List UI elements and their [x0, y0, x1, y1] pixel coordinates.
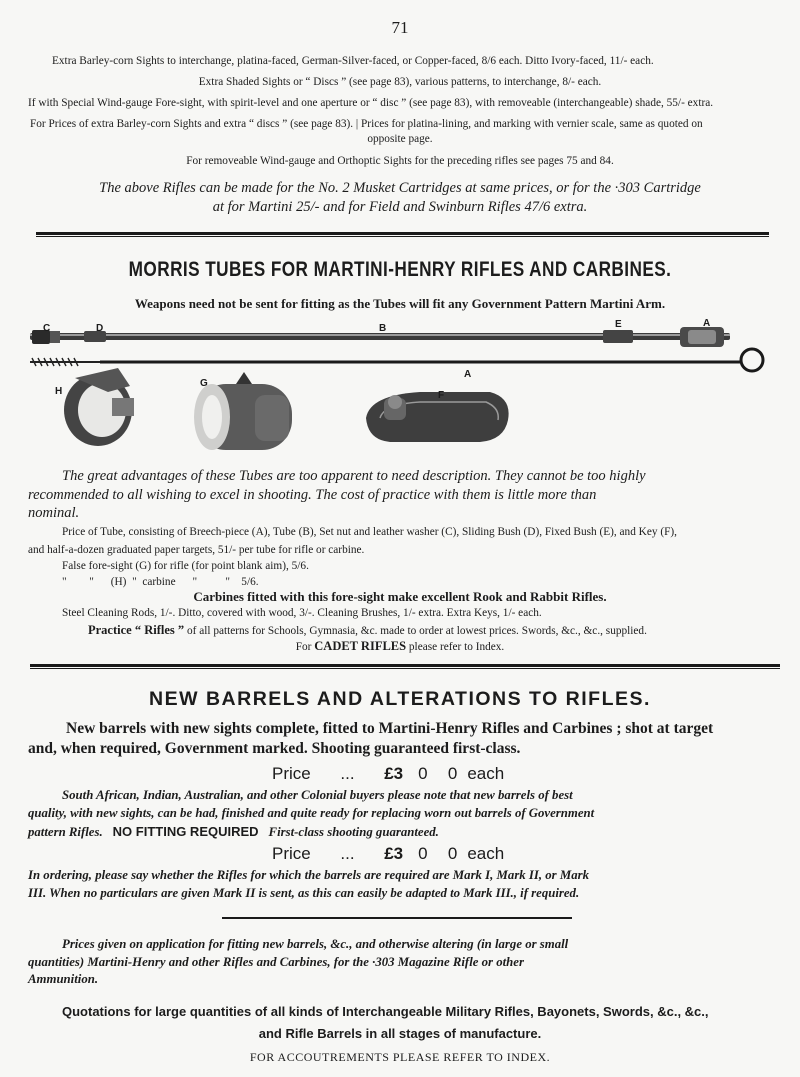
prices-application-line-3: Ammunition. [28, 972, 99, 986]
ordering-line-1: In ordering, please say whether the Rifles for which the barrels are required are Mark I, Mark II, or Mark [28, 868, 589, 882]
price-shillings-2: 0 [418, 844, 428, 863]
practice-rifles-rest: of all patterns for Schools, Gymnasia, &c. made to order at lowest prices. Swords, &c., &c., supplied. [184, 625, 647, 637]
practice-rifles-bold: Practice “ Rifles ” [88, 623, 185, 637]
no-fitting-required: NO FITTING REQUIRED [112, 824, 259, 839]
prices-application-line-2: quantities) Martini-Henry and other Rifles and Carbines, for the ·303 Magazine Rifle or other [28, 955, 524, 969]
advantages-line-1: The great advantages of these Tubes are too apparent to need description. They cannot be too highly [62, 468, 646, 484]
cartridge-note-line-2: at for Martini 25/- and for Field and Swinburn Rifles 47/6 extra. [212, 199, 588, 215]
figure-label-e: E [615, 319, 622, 330]
cleaning-rods-line: Steel Cleaning Rods, 1/-. Ditto, covered with wood, 3/-. Cleaning Brushes, 1/- extra. Extra Keys, 1/- each. [62, 607, 542, 619]
figure-label-d: D [96, 323, 104, 334]
price-pounds: £3 [384, 764, 404, 783]
figure-label-f: F [438, 390, 445, 401]
price-dots-2: ... [340, 844, 355, 863]
advantages-line-2: recommended to all wishing to excel in shooting. The cost of practice with them is little more than [28, 487, 597, 503]
wind-gauge-line: If with Special Wind-gauge Fore-sight, with spirit-level and one aperture or “ disc ” (see page 83), with removeable (interchangeable) shade, 55/- extra. [28, 97, 714, 109]
colonial-line-3 [28, 823, 439, 841]
cadet-rifles-bold: CADET RIFLES [314, 639, 407, 653]
barrel-price-2 [272, 844, 504, 864]
morris-tubes-heading: MORRIS TUBES FOR MARTINI-HENRY RIFLES AND CARBINES. [128, 258, 672, 281]
tube-price-line-2: and half-a-dozen graduated paper targets, 51/- per tube for rifle or carbine. [28, 544, 365, 556]
figure-label-g: G [200, 378, 208, 389]
carbines-note: Carbines fitted with this fore-sight make excellent Rook and Rabbit Rifles. [193, 589, 607, 604]
barley-corn-sights-line: Extra Barley-corn Sights to interchange, platina-faced, German-Silver-faced, or Copper-faced, 8/6 each. Ditto Ivory-faced, 11/- each. [52, 55, 654, 67]
ordering-line-2: III. When no particulars are given Mark II is sent, as this can easily be adapted to Mark III., if required. [28, 886, 580, 900]
price-label-2: Price [272, 844, 311, 863]
cadet-rifles-post: please refer to Index. [406, 641, 505, 653]
colonial-line-1: South African, Indian, Australian, and other Colonial buyers please note that new barrels of best [62, 788, 573, 802]
tube-price-line-1: Price of Tube, consisting of Breech-piece (A), Tube (B), Set nut and leather washer (C), Sliding Bush (D), Fixed Bush (E), and Key (F), [62, 526, 677, 538]
price-label: Price [272, 764, 311, 783]
first-class-shooting: First-class shooting guaranteed. [268, 825, 439, 839]
colonial-line-2: quality, with new sights, can be had, finished and quite ready for replacing worn out barrels of Government [28, 806, 595, 820]
cadet-rifles-line [0, 639, 800, 654]
colonial-pattern-rifles: pattern Rifles. [28, 825, 103, 839]
figure-label-c: C [43, 323, 51, 334]
cadet-rifles-pre: For [295, 641, 315, 653]
morris-subheading: Weapons need not be sent for fitting as the Tubes will fit any Government Pattern Martini Arm. [134, 296, 666, 311]
price-pence-2: 0 [447, 844, 458, 863]
accoutrements-footer: FOR ACCOUTREMENTS PLEASE REFER TO INDEX. [249, 1050, 551, 1064]
platina-lining-line: For Prices of extra Barley-corn Sights and extra “ discs ” (see page 83). | Prices for platina-lining, and marking with vernier scale, same as quoted on [30, 118, 703, 130]
false-foresight-rifle: False fore-sight (G) for rifle (for point blank aim), 5/6. [62, 560, 309, 572]
practice-rifles-line [88, 623, 647, 638]
figure-label-b: B [379, 323, 387, 334]
price-pence: 0 [447, 764, 458, 783]
advantages-line-3: nominal. [28, 505, 80, 521]
section-divider-2 [30, 664, 780, 667]
figure-label-a-lower: A [464, 369, 472, 380]
prices-application-line-1: Prices given on application for fitting new barrels, &c., and otherwise altering (in large or small [62, 937, 569, 951]
barrels-intro-line-1: New barrels with new sights complete, fitted to Martini-Henry Rifles and Carbines ; shot at target [66, 720, 714, 737]
false-foresight-carbine: " " (H) " carbine " " 5/6. [62, 576, 259, 588]
barrel-price-1 [272, 764, 504, 784]
figure-label-h: H [55, 386, 63, 397]
cartridge-note-line-1: The above Rifles can be made for the No. 2 Musket Cartridges at same prices, or for the ·303 Cartridge [99, 180, 701, 196]
short-divider [222, 917, 572, 919]
barrels-intro-line-2: and, when required, Government marked. Shooting guaranteed first-class. [28, 740, 521, 757]
section-divider-2-thin [30, 668, 780, 669]
figure-label-a: A [703, 318, 711, 329]
shaded-sights-line: Extra Shaded Sights or “ Discs ” (see page 83), various patterns, to interchange, 8/- each. [198, 76, 602, 88]
price-each-2: each [467, 844, 505, 863]
page-number: 71 [391, 18, 409, 37]
quotations-line-1: Quotations for large quantities of all kinds of Interchangeable Military Rifles, Bayonets, Swords, &c., &c., [62, 1004, 709, 1019]
price-shillings: 0 [418, 764, 428, 783]
price-each: each [467, 764, 505, 783]
price-pounds-2: £3 [384, 844, 404, 863]
new-barrels-heading: NEW BARRELS AND ALTERATIONS TO RIFLES. [149, 688, 651, 710]
quotations-line-2: and Rifle Barrels in all stages of manufacture. [258, 1026, 542, 1041]
orthoptic-sights-line: For removeable Wind-gauge and Orthoptic Sights for the preceding rifles see pages 75 and 84. [186, 155, 614, 167]
price-dots: ... [340, 764, 355, 783]
opposite-page-line: opposite page. [367, 133, 433, 145]
